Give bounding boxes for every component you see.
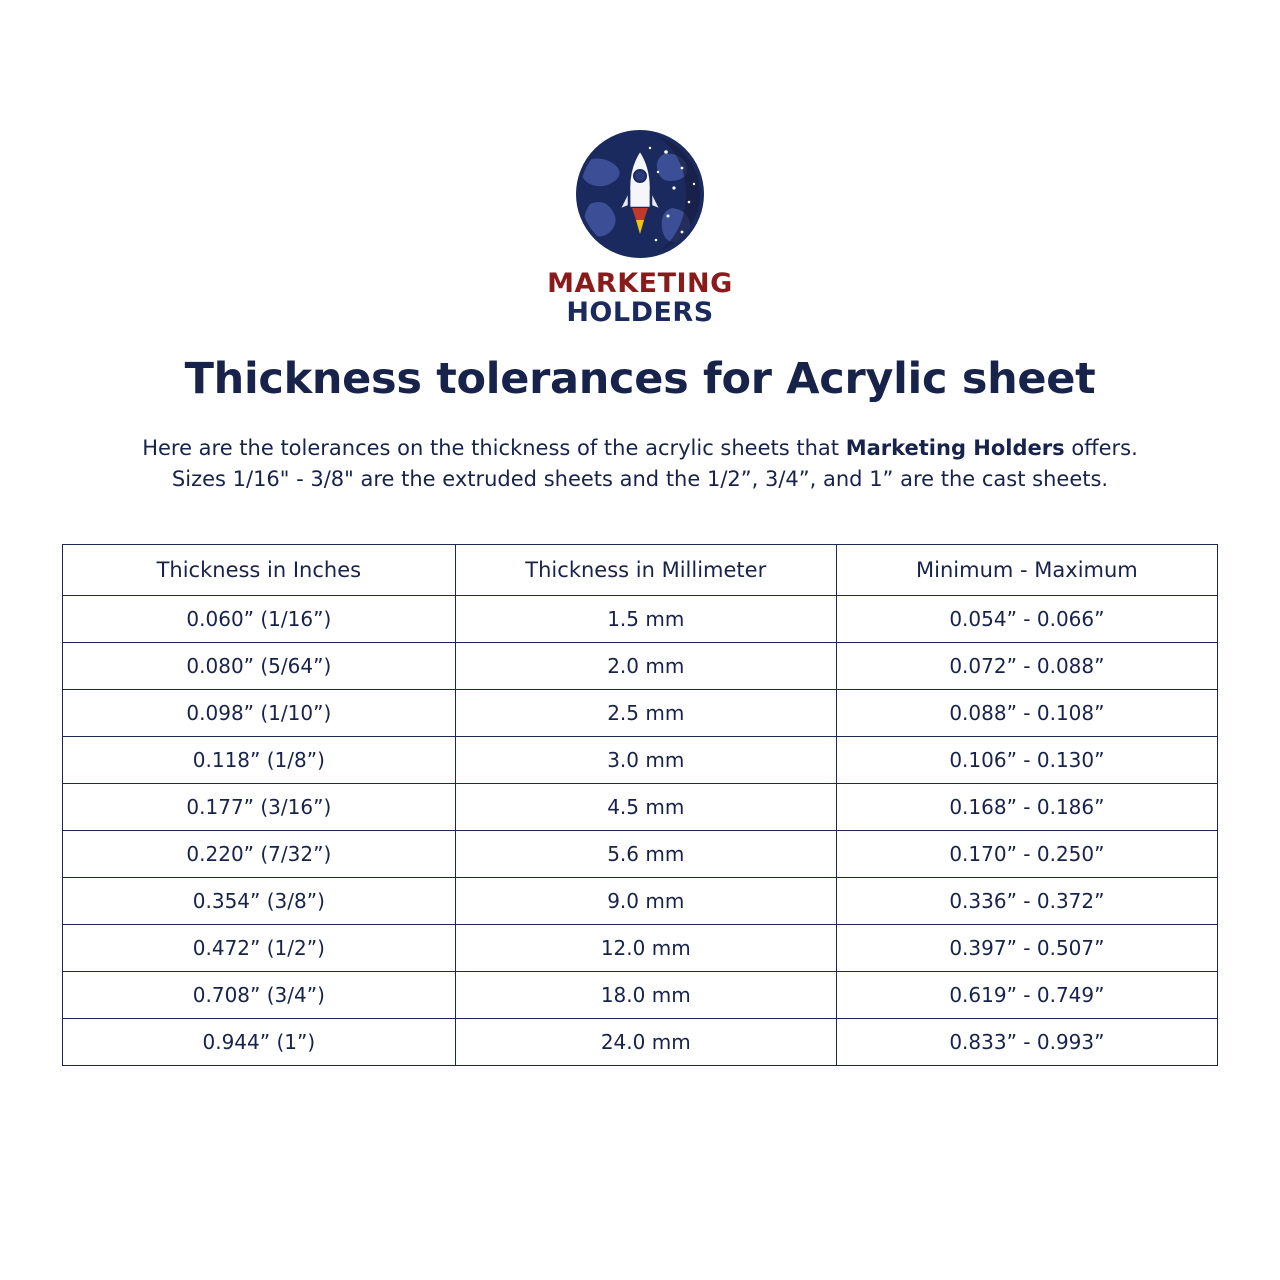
- cell-inches: 0.080” (5/64”): [63, 642, 456, 689]
- cell-inches: 0.098” (1/10”): [63, 689, 456, 736]
- cell-min-max: 0.168” - 0.186”: [836, 783, 1217, 830]
- subtitle-brand-name: Marketing Holders: [845, 435, 1065, 460]
- table-row: [63, 971, 1218, 1018]
- table-row: [63, 924, 1218, 971]
- table-row: [63, 595, 1218, 642]
- subtitle-line-2: Sizes 1/16" - 3/8" are the extruded sheets and the 1/2”, 3/4”, and 1” are the cast sheets.: [171, 467, 1109, 492]
- logo-word-holders: HOLDERS: [566, 297, 714, 328]
- cell-min-max: 0.833” - 0.993”: [836, 1018, 1217, 1065]
- subtitle-line-1-after: offers.: [1064, 435, 1138, 460]
- logo-wordmark: [547, 270, 733, 326]
- tolerance-table: [62, 544, 1218, 1066]
- cell-inches: 0.177” (3/16”): [63, 783, 456, 830]
- cell-min-max: 0.170” - 0.250”: [836, 830, 1217, 877]
- cell-inches: 0.118” (1/8”): [63, 736, 456, 783]
- cell-millimeter: 12.0 mm: [455, 924, 836, 971]
- subtitle-line-1: [0, 433, 1280, 465]
- cell-inches: 0.220” (7/32”): [63, 830, 456, 877]
- table-row: [63, 642, 1218, 689]
- table-row: [63, 736, 1218, 783]
- cell-min-max: 0.619” - 0.749”: [836, 971, 1217, 1018]
- cell-millimeter: 5.6 mm: [455, 830, 836, 877]
- cell-millimeter: 3.0 mm: [455, 736, 836, 783]
- rocket-earth-logo-icon: [546, 128, 734, 268]
- cell-min-max: 0.397” - 0.507”: [836, 924, 1217, 971]
- tolerance-table-container: [62, 544, 1218, 1066]
- cell-millimeter: 1.5 mm: [455, 595, 836, 642]
- logo-word-marketing: MARKETING: [547, 268, 733, 299]
- cell-min-max: 0.072” - 0.088”: [836, 642, 1217, 689]
- cell-millimeter: 2.5 mm: [455, 689, 836, 736]
- cell-millimeter: 18.0 mm: [455, 971, 836, 1018]
- table-row: [63, 689, 1218, 736]
- cell-min-max: 0.336” - 0.372”: [836, 877, 1217, 924]
- cell-min-max: 0.088” - 0.108”: [836, 689, 1217, 736]
- cell-inches: 0.708” (3/4”): [63, 971, 456, 1018]
- table-row: [63, 783, 1218, 830]
- cell-min-max: 0.054” - 0.066”: [836, 595, 1217, 642]
- cell-millimeter: 4.5 mm: [455, 783, 836, 830]
- cell-millimeter: 24.0 mm: [455, 1018, 836, 1065]
- table-row: [63, 830, 1218, 877]
- table-row: [63, 1018, 1218, 1065]
- cell-inches: 0.944” (1”): [63, 1018, 456, 1065]
- table-row: [63, 877, 1218, 924]
- page-title: Thickness tolerances for Acrylic sheet: [184, 354, 1096, 404]
- subtitle-line-1-before: Here are the tolerances on the thickness of the acrylic sheets that: [142, 435, 846, 460]
- column-header-millimeter: Thickness in Millimeter: [455, 544, 836, 595]
- cell-inches: 0.472” (1/2”): [63, 924, 456, 971]
- page-subtitle: [0, 433, 1280, 496]
- column-header-inches: Thickness in Inches: [63, 544, 456, 595]
- cell-min-max: 0.106” - 0.130”: [836, 736, 1217, 783]
- column-header-min-max: Minimum - Maximum: [836, 544, 1217, 595]
- cell-millimeter: 2.0 mm: [455, 642, 836, 689]
- cell-inches: 0.354” (3/8”): [63, 877, 456, 924]
- cell-inches: 0.060” (1/16”): [63, 595, 456, 642]
- cell-millimeter: 9.0 mm: [455, 877, 836, 924]
- table-header-row: [63, 544, 1218, 595]
- brand-logo: [0, 0, 1280, 326]
